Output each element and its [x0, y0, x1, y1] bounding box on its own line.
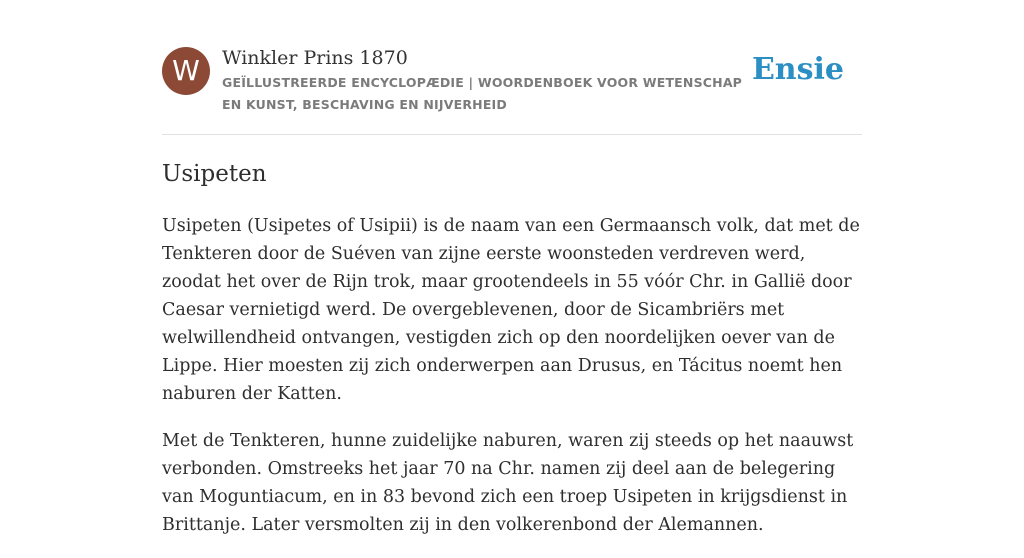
source-avatar[interactable]: W	[162, 47, 210, 95]
ensie-logo[interactable]: Ensie	[751, 52, 844, 87]
article-paragraph: Met de Tenkteren, hunne zuidelijke naburen, waren zij steeds op het naauwst verbonden. Omstreeks het jaar 70 na Chr. namen zij deel aan de belegering van Moguntiacum, en in 83 bevond zich een troep Usipeten in krijgsdienst in Brittanje. Later versmolten zij in den volkerenbond der Alemannen.	[162, 431, 854, 535]
article-title: Usipeten	[162, 161, 267, 187]
source-subtitle: GEÏLLUSTREERDE ENCYCLOPÆDIE | WOORDENBOEK VOOR WETENSCHAP EN KUNST, BESCHAVING EN NIJVERHEID	[222, 75, 743, 112]
article-paragraph: Usipeten (Usipetes of Usipii) is de naam van een Germaansch volk, dat met de Tenkteren door de Suéven van zijne eerste woonsteden verdreven werd, zoodat het over de Rijn trok, maar grootendeels in 55 vóór Chr. in Gallië door Caesar vernietigd werd. De overgeblevenen, door de Sicambriërs met welwillendheid ontvangen, vestigden zich op den noordelijken oever van de Lippe. Hier moesten zij zich onderwerpen aan Drusus, en Tácitus noemt hen naburen der Katten.	[162, 216, 860, 404]
source-title[interactable]: Winkler Prins 1870	[222, 47, 408, 69]
article-body	[162, 212, 862, 558]
source-header	[162, 44, 862, 135]
